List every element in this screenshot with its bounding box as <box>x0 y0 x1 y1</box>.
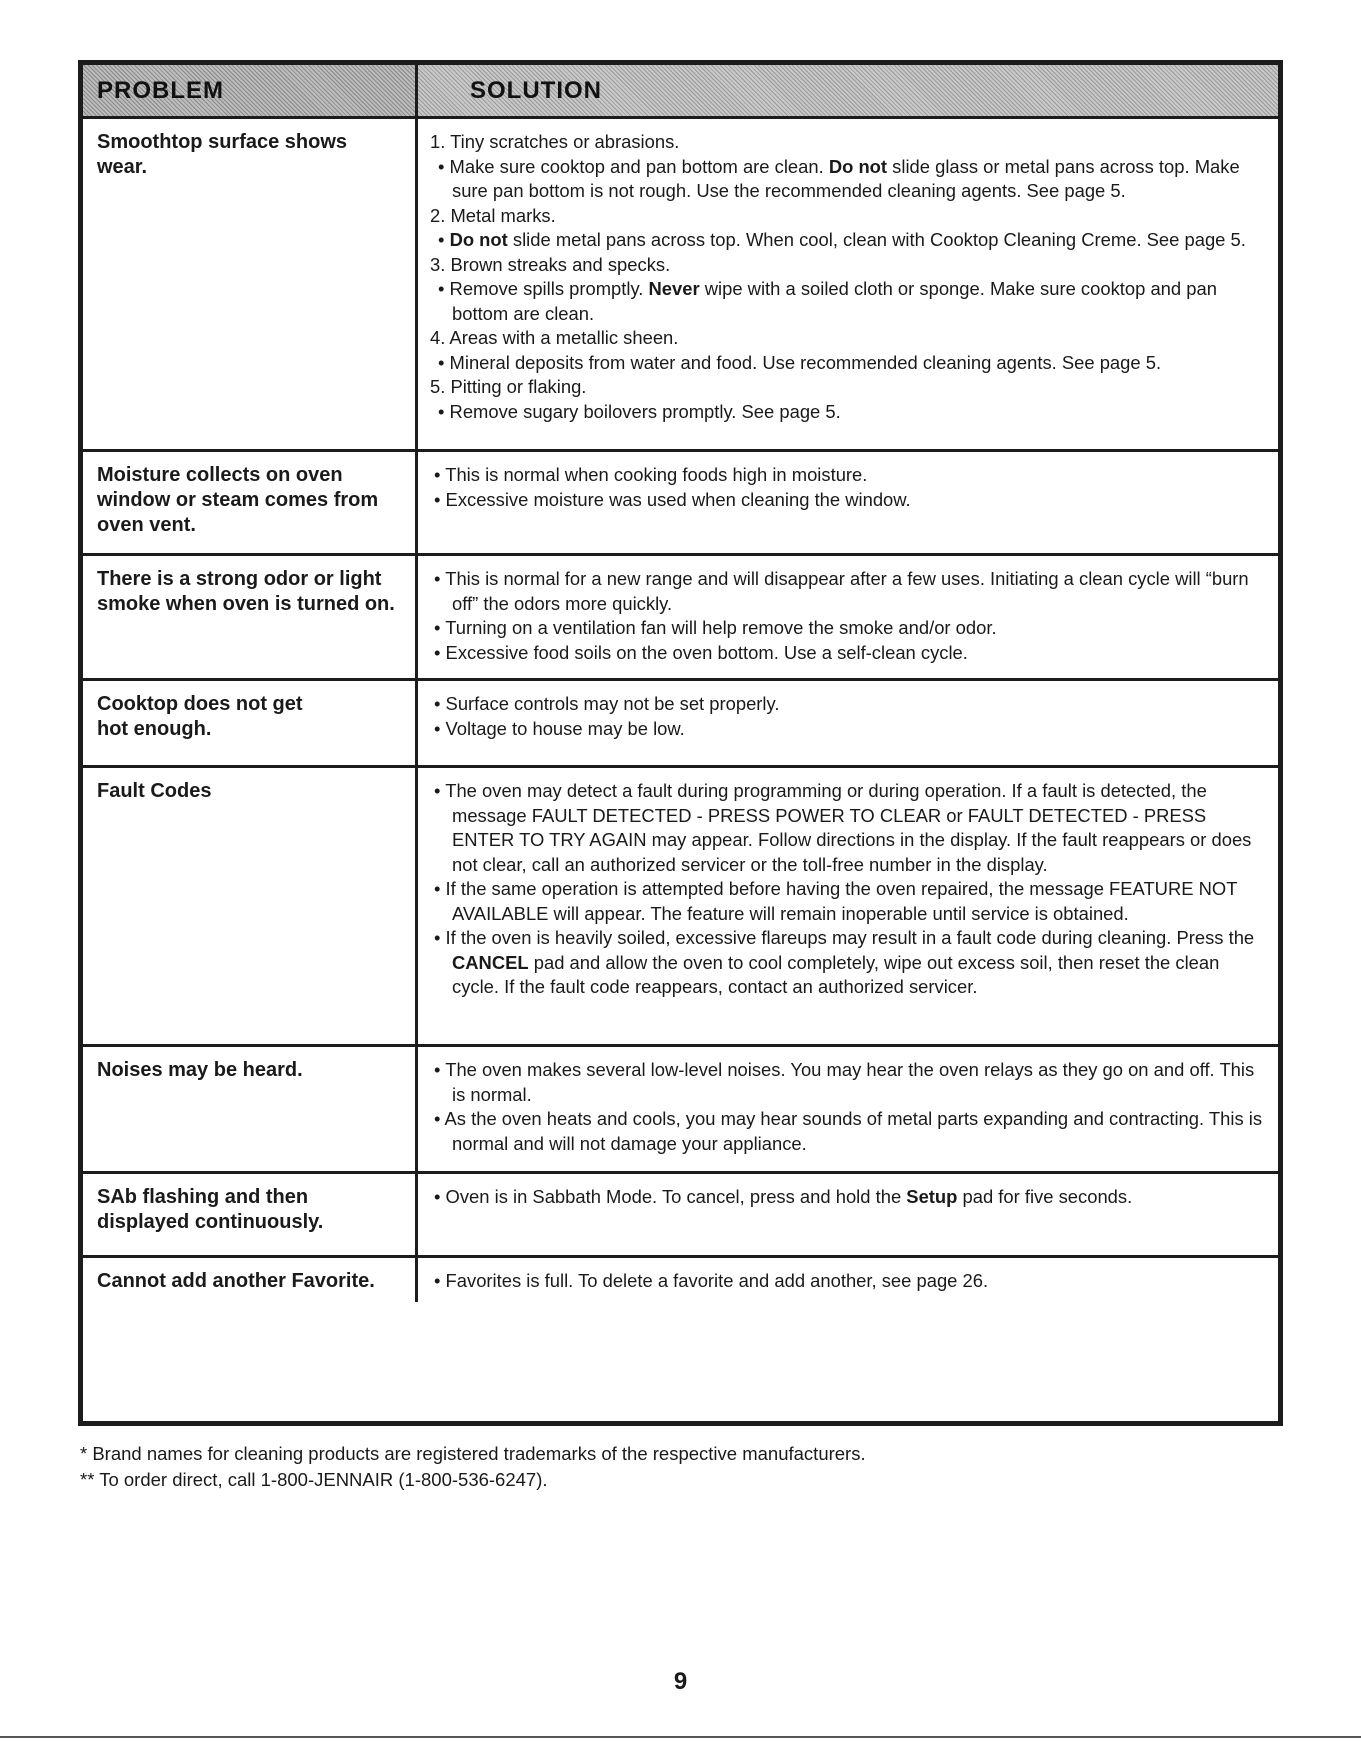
solution-item <box>430 1058 1264 1107</box>
solution-item <box>430 926 1264 1000</box>
solution-item <box>430 692 1264 717</box>
body-text: • As the oven heats and cools, you may hear sounds of metal parts expanding and contracting. This is normal and will not damage your appliance. <box>434 1108 1263 1154</box>
footnote: ** To order direct, call 1-800-JENNAIR (1-800-536-6247). <box>80 1469 548 1490</box>
solution-item <box>430 1185 1264 1210</box>
body-text: • Mineral deposits from water and food. Use recommended cleaning agents. See page 5. <box>438 351 1162 373</box>
table-row <box>83 119 1278 452</box>
table-row <box>83 1258 1278 1302</box>
body-text: • Remove sugary boilovers promptly. See page 5. <box>438 400 841 422</box>
solution-item <box>430 488 1264 513</box>
body-text: wipe with a soiled cloth or sponge. Make sure cooktop and pan bottom are clean. <box>452 278 1217 324</box>
solution-item <box>430 641 1264 666</box>
emphasis-text: CANCEL <box>452 951 529 973</box>
problem-cell: Moisture collects on oven window or steam comes from oven vent. <box>83 452 418 553</box>
solution-heading: 3. Brown streaks and specks. <box>430 253 671 275</box>
problem-cell: Cannot add another Favorite. <box>83 1258 418 1302</box>
solution-cell <box>418 119 1278 449</box>
body-text: • The oven may detect a fault during programming or during operation. If a fault is detected, the message FAULT DETECTED - PRESS POWER TO CLEAR or FAULT DETECTED - PRESS ENTER TO TRY AGAIN may appear. Follow directions in the display. If the fault reappears or does not clear, call an authorized servicer or the toll-free number in the display. <box>434 780 1252 875</box>
body-text: • Voltage to house may be low. <box>434 717 685 739</box>
solution-item <box>430 1269 1264 1294</box>
solution-cell <box>418 1174 1278 1255</box>
solution-cell <box>418 1047 1278 1171</box>
solution-item <box>430 228 1264 253</box>
body-text: slide metal pans across top. When cool, clean with Cooktop Cleaning Creme. See page 5. <box>507 229 1246 250</box>
body-text: • Favorites is full. To delete a favorite and add another, see page 26. <box>434 1270 989 1291</box>
problem-cell: There is a strong odor or light smoke when oven is turned on. <box>83 556 418 678</box>
solution-heading: 1. Tiny scratches or abrasions. <box>430 131 680 152</box>
body-text: • Remove spills promptly. <box>438 278 649 299</box>
emphasis-text: Do not <box>828 155 888 177</box>
table-row <box>83 452 1278 556</box>
body-text: • The oven makes several low-level noises. You may hear the oven relays as they go on and off. This is normal. <box>434 1059 1255 1105</box>
solution-cell <box>418 556 1278 678</box>
body-text: slide glass or metal pans across top. Make sure pan bottom is not rough. Use the recommended cleaning agents. See page 5. <box>452 155 1240 201</box>
body-text: • Oven is in Sabbath Mode. To cancel, press and hold the <box>434 1186 907 1207</box>
problem-cell: Smoothtop surface shows wear. <box>83 119 418 449</box>
header-solution: SOLUTION <box>470 76 602 104</box>
body-text: • Turning on a ventilation fan will help remove the smoke and/or odor. <box>434 617 997 638</box>
solution-cell <box>418 452 1278 553</box>
table-row <box>83 1174 1278 1258</box>
problem-cell: Cooktop does not get hot enough. <box>83 681 418 765</box>
problem-cell: Fault Codes <box>83 768 418 1044</box>
table-row <box>83 556 1278 681</box>
solution-cell <box>418 1258 1278 1302</box>
table-row <box>83 768 1278 1047</box>
footnotes <box>80 1441 866 1493</box>
body-text: • Excessive moisture was used when cleaning the window. <box>434 488 911 510</box>
table-header <box>83 65 1278 119</box>
solution-item <box>430 277 1264 326</box>
body-text: • If the oven is heavily soiled, excessive flareups may result in a fault code during cleaning. Press the <box>434 927 1255 948</box>
body-text: • This is normal for a new range and will disappear after a few uses. Initiating a clean cycle will “burn off” the odors more quickly. <box>434 568 1249 614</box>
table-row <box>83 681 1278 768</box>
body-text: • Surface controls may not be set properly. <box>434 693 780 714</box>
solution-item <box>430 779 1264 877</box>
body-text: • Excessive food soils on the oven bottom. Use a self-clean cycle. <box>434 641 968 663</box>
solution-item <box>430 463 1264 488</box>
solution-item <box>430 717 1264 742</box>
header-problem: PROBLEM <box>83 65 418 116</box>
body-text: • If the same operation is attempted before having the oven repaired, the message FEATURE NOT AVAILABLE will appear. The feature will remain inoperable until service is obtained. <box>434 878 1238 924</box>
solution-item <box>430 567 1264 616</box>
emphasis-text: Do not <box>449 229 508 250</box>
table-row <box>83 1047 1278 1174</box>
body-text: • This is normal when cooking foods high in moisture. <box>434 464 868 485</box>
solution-item <box>430 1107 1264 1156</box>
page-number: 9 <box>673 1668 688 1695</box>
solution-item <box>430 351 1264 376</box>
solution-item <box>430 400 1264 425</box>
solution-cell <box>418 681 1278 765</box>
emphasis-text: Never <box>648 278 700 299</box>
problem-cell: Noises may be heard. <box>83 1047 418 1171</box>
body-text: • <box>438 229 450 250</box>
emphasis-text: Setup <box>906 1186 958 1207</box>
solution-heading: 4. Areas with a metallic sheen. <box>430 327 679 348</box>
solution-item <box>430 877 1264 926</box>
troubleshooting-table <box>78 60 1283 1426</box>
footnote: * Brand names for cleaning products are registered trademarks of the respective manufacturers. <box>80 1443 866 1464</box>
solution-item <box>430 616 1264 641</box>
solution-item <box>430 155 1264 204</box>
body-text: • Make sure cooktop and pan bottom are clean. <box>438 155 829 177</box>
solution-heading: 2. Metal marks. <box>430 204 556 226</box>
bottom-divider <box>0 1736 1361 1738</box>
solution-heading: 5. Pitting or flaking. <box>430 376 587 397</box>
body-text: pad for five seconds. <box>957 1186 1133 1207</box>
problem-cell: SAb flashing and then displayed continuously. <box>83 1174 418 1255</box>
solution-cell <box>418 768 1278 1044</box>
body-text: pad and allow the oven to cool completely, wipe out excess soil, then reset the clean cycle. If the fault code reappears, contact an authorized servicer. <box>452 951 1220 997</box>
